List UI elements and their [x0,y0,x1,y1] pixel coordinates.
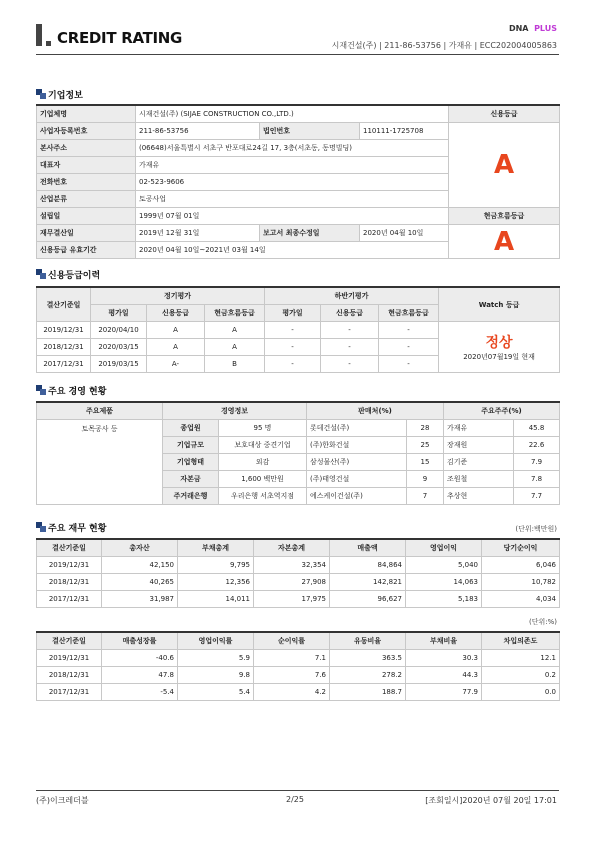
cell: 2017/12/31 [37,356,91,373]
table-row [37,420,560,437]
cell: - [265,339,321,356]
cell: - [265,356,321,373]
h-shareholders: 주요주주(%) [444,402,560,420]
cell: -5.4 [102,684,178,701]
cell: - [321,356,379,373]
cell: 2017/12/31 [37,684,102,701]
cell: - [379,356,439,373]
h-regular: 정기평가 [91,287,265,305]
cell: 12,356 [178,574,254,591]
table-row [37,667,560,684]
col-header: 영업이익 [406,539,482,557]
cell: A [147,339,205,356]
label-bizno: 사업자등록번호 [37,123,136,140]
cell: 31,987 [102,591,178,608]
col-header: 매출액 [330,539,406,557]
col-header: 결산기준일 [37,539,102,557]
cell: 142,821 [330,574,406,591]
finance-table-amounts [36,538,560,608]
cell: 2019/12/31 [37,650,102,667]
cell: 278.2 [330,667,406,684]
cell: 27,908 [254,574,330,591]
cell: 96,627 [330,591,406,608]
buyer-pct: 7 [407,488,444,505]
cell: - [379,339,439,356]
cell: - [379,322,439,339]
label-founded: 설립일 [37,208,136,225]
holder-pct: 7.9 [514,454,560,471]
cell: -40.6 [102,650,178,667]
section-company-info: 기업정보 [36,88,83,101]
cell: - [321,322,379,339]
section-bullet-icon [36,522,46,532]
founded: 1999년 07월 01일 [136,208,449,225]
main-products: 토목공사 등 [37,420,163,505]
buyer-pct: 25 [407,437,444,454]
holder-pct: 7.7 [514,488,560,505]
cell: A [147,322,205,339]
cell: 5.9 [178,650,254,667]
cell: 9,795 [178,557,254,574]
mgmt-value: 우리은행 서초역지점 [219,488,307,505]
h-date: 결산기준일 [37,287,91,322]
valid-period: 2020년 04월 10일~2021년 03월 14일 [136,242,449,259]
h-sales: 판매처(%) [307,402,444,420]
report-title: CREDIT RATING [57,29,183,47]
cell: 47.8 [102,667,178,684]
mgmt-label: 자본금 [163,471,219,488]
footer-divider [36,790,559,791]
mgmt-value: 외감 [219,454,307,471]
holder-pct: 45.8 [514,420,560,437]
credit-grade-value: A [449,123,560,208]
cell: 2019/12/31 [37,557,102,574]
label-phone: 전화번호 [37,174,136,191]
industry: 토공사업 [136,191,449,208]
label-fiscal: 재무결산일 [37,225,136,242]
corpno: 110111-1725708 [360,123,449,140]
logo-dot [46,41,51,46]
cell: 77.9 [406,684,482,701]
mgmt-label: 기업규모 [163,437,219,454]
cell: 2019/12/31 [37,322,91,339]
header-company-info: 시재건설(주) | 211-86-53756 | 가재유 | ECC202004005863 [331,41,557,50]
buyer-pct: 28 [407,420,444,437]
h-mgmt-info: 경영정보 [163,402,307,420]
sub-cashflow: 현금흐름등급 [379,305,439,322]
cell: 2018/12/31 [37,339,91,356]
company-name: 시재건설(주) (SIJAE CONSTRUCTION CO.,LTD.) [136,105,449,123]
buyer-pct: 15 [407,454,444,471]
label-address: 본사주소 [37,140,136,157]
cell: 363.5 [330,650,406,667]
cell: 5.4 [178,684,254,701]
cell: 84,864 [330,557,406,574]
label-credit-grade: 신용등급 [449,105,560,123]
finance-table-ratios [36,631,560,701]
page-header [0,0,595,56]
cell: 2018/12/31 [37,667,102,684]
cell: 14,011 [178,591,254,608]
mgmt-value: 보호대상 중견기업 [219,437,307,454]
label-cashflow-grade: 현금흐름등급 [449,208,560,225]
finance-unit-1: (단위:백만원) [515,525,557,533]
holder-name: 가재유 [444,420,514,437]
table-row [37,574,560,591]
holder-pct: 22.6 [514,437,560,454]
section-bullet-icon [36,385,46,395]
cell: 14,063 [406,574,482,591]
watch-date: 2020년07월19일 현재 [463,353,535,361]
label-corpno: 법인번호 [260,123,360,140]
col-header: 차입의존도 [482,632,560,650]
table-row [37,557,560,574]
label-valid: 신용등급 유효기간 [37,242,136,259]
ceo: 가재유 [136,157,449,174]
rating-history-table [36,286,560,373]
h-products: 주요제품 [37,402,163,420]
buyer-name: 롯데건설(주) [307,420,407,437]
section-rating-history: 신용등급이력 [36,268,100,281]
col-header: 자본총계 [254,539,330,557]
cell: A [205,322,265,339]
buyer-pct: 9 [407,471,444,488]
cell: 5,183 [406,591,482,608]
cell: 12.1 [482,650,560,667]
h-half: 하반기평가 [265,287,439,305]
cell: 44.3 [406,667,482,684]
col-header: 부채총계 [178,539,254,557]
col-header: 당기순이익 [482,539,560,557]
cell: 2020/04/10 [91,322,147,339]
brand-dna: DNA [508,24,529,33]
col-header: 영업이익률 [178,632,254,650]
cell: A [205,339,265,356]
section-finance: 주요 재무 현황 [36,521,106,534]
col-header: 총자산 [102,539,178,557]
holder-name: 추상현 [444,488,514,505]
report-date: 2020년 04월 10일 [360,225,449,242]
brand-plus: PLUS [534,24,557,33]
cell: 2020/03/15 [91,339,147,356]
page-number: 2/25 [286,795,304,804]
mgmt-value: 1,600 백만원 [219,471,307,488]
brand-logo [509,24,557,33]
cell: 2018/12/31 [37,574,102,591]
cell: 4.2 [254,684,330,701]
cell: 32,354 [254,557,330,574]
logo-mark [36,24,42,46]
holder-name: 장재원 [444,437,514,454]
col-header: 유동비율 [330,632,406,650]
bizno: 211-86-53756 [136,123,260,140]
footer-company: (주)이크레더블 [36,796,89,805]
mgmt-label: 종업원 [163,420,219,437]
table-row [37,591,560,608]
cell: B [205,356,265,373]
col-header: 순이익률 [254,632,330,650]
address: (06648)서울특별시 서초구 반포대로24길 17, 3층(서초동, 동명빌딩) [136,140,449,157]
watch-grade-cell [439,322,560,373]
cell: 5,040 [406,557,482,574]
label-industry: 산업분류 [37,191,136,208]
cashflow-grade-value: A [449,225,560,259]
phone: 02-523-9606 [136,174,449,191]
cell: 40,265 [102,574,178,591]
finance-unit-2: (단위:%) [529,618,557,626]
table-row [37,322,560,339]
cell: 2017/12/31 [37,591,102,608]
table-row [37,684,560,701]
fiscal: 2019년 12월 31일 [136,225,260,242]
buyer-name: (주)한화건설 [307,437,407,454]
section-management: 주요 경영 현황 [36,384,106,397]
cell: 188.7 [330,684,406,701]
cell: 9.8 [178,667,254,684]
holder-name: 조원철 [444,471,514,488]
col-header: 매출성장률 [102,632,178,650]
company-info-table [36,104,560,259]
holder-pct: 7.8 [514,471,560,488]
col-header: 부채비율 [406,632,482,650]
mgmt-label: 기업형태 [163,454,219,471]
cell: A- [147,356,205,373]
sub-credit: 신용등급 [321,305,379,322]
cell: 6,046 [482,557,560,574]
mgmt-value: 95 명 [219,420,307,437]
management-table [36,401,560,505]
col-header: 결산기준일 [37,632,102,650]
buyer-name: (주)태영건설 [307,471,407,488]
cell: 30.3 [406,650,482,667]
cell: - [321,339,379,356]
buyer-name: 에스케이건설(주) [307,488,407,505]
sub-eval-date: 평가일 [265,305,321,322]
cell: - [265,322,321,339]
section-bullet-icon [36,269,46,279]
cell: 0.2 [482,667,560,684]
cell: 42,150 [102,557,178,574]
cell: 7.1 [254,650,330,667]
query-timestamp: [조회일시]2020년 07월 20일 17:01 [425,796,557,805]
sub-credit: 신용등급 [147,305,205,322]
label-ceo: 대표자 [37,157,136,174]
cell: 10,782 [482,574,560,591]
watch-status: 정상 [485,335,513,351]
cell: 0.0 [482,684,560,701]
cell: 4,034 [482,591,560,608]
cell: 7.6 [254,667,330,684]
table-row [37,650,560,667]
sub-cashflow: 현금흐름등급 [205,305,265,322]
cell: 2019/03/15 [91,356,147,373]
mgmt-label: 주거래은행 [163,488,219,505]
section-bullet-icon [36,89,46,99]
h-watch: Watch 등급 [439,287,560,322]
holder-name: 김기준 [444,454,514,471]
header-divider [36,54,559,55]
label-report: 보고서 최종수정일 [260,225,360,242]
label-company-name: 기업체명 [37,105,136,123]
buyer-name: 삼성물산(주) [307,454,407,471]
sub-eval-date: 평가일 [91,305,147,322]
cell: 17,975 [254,591,330,608]
